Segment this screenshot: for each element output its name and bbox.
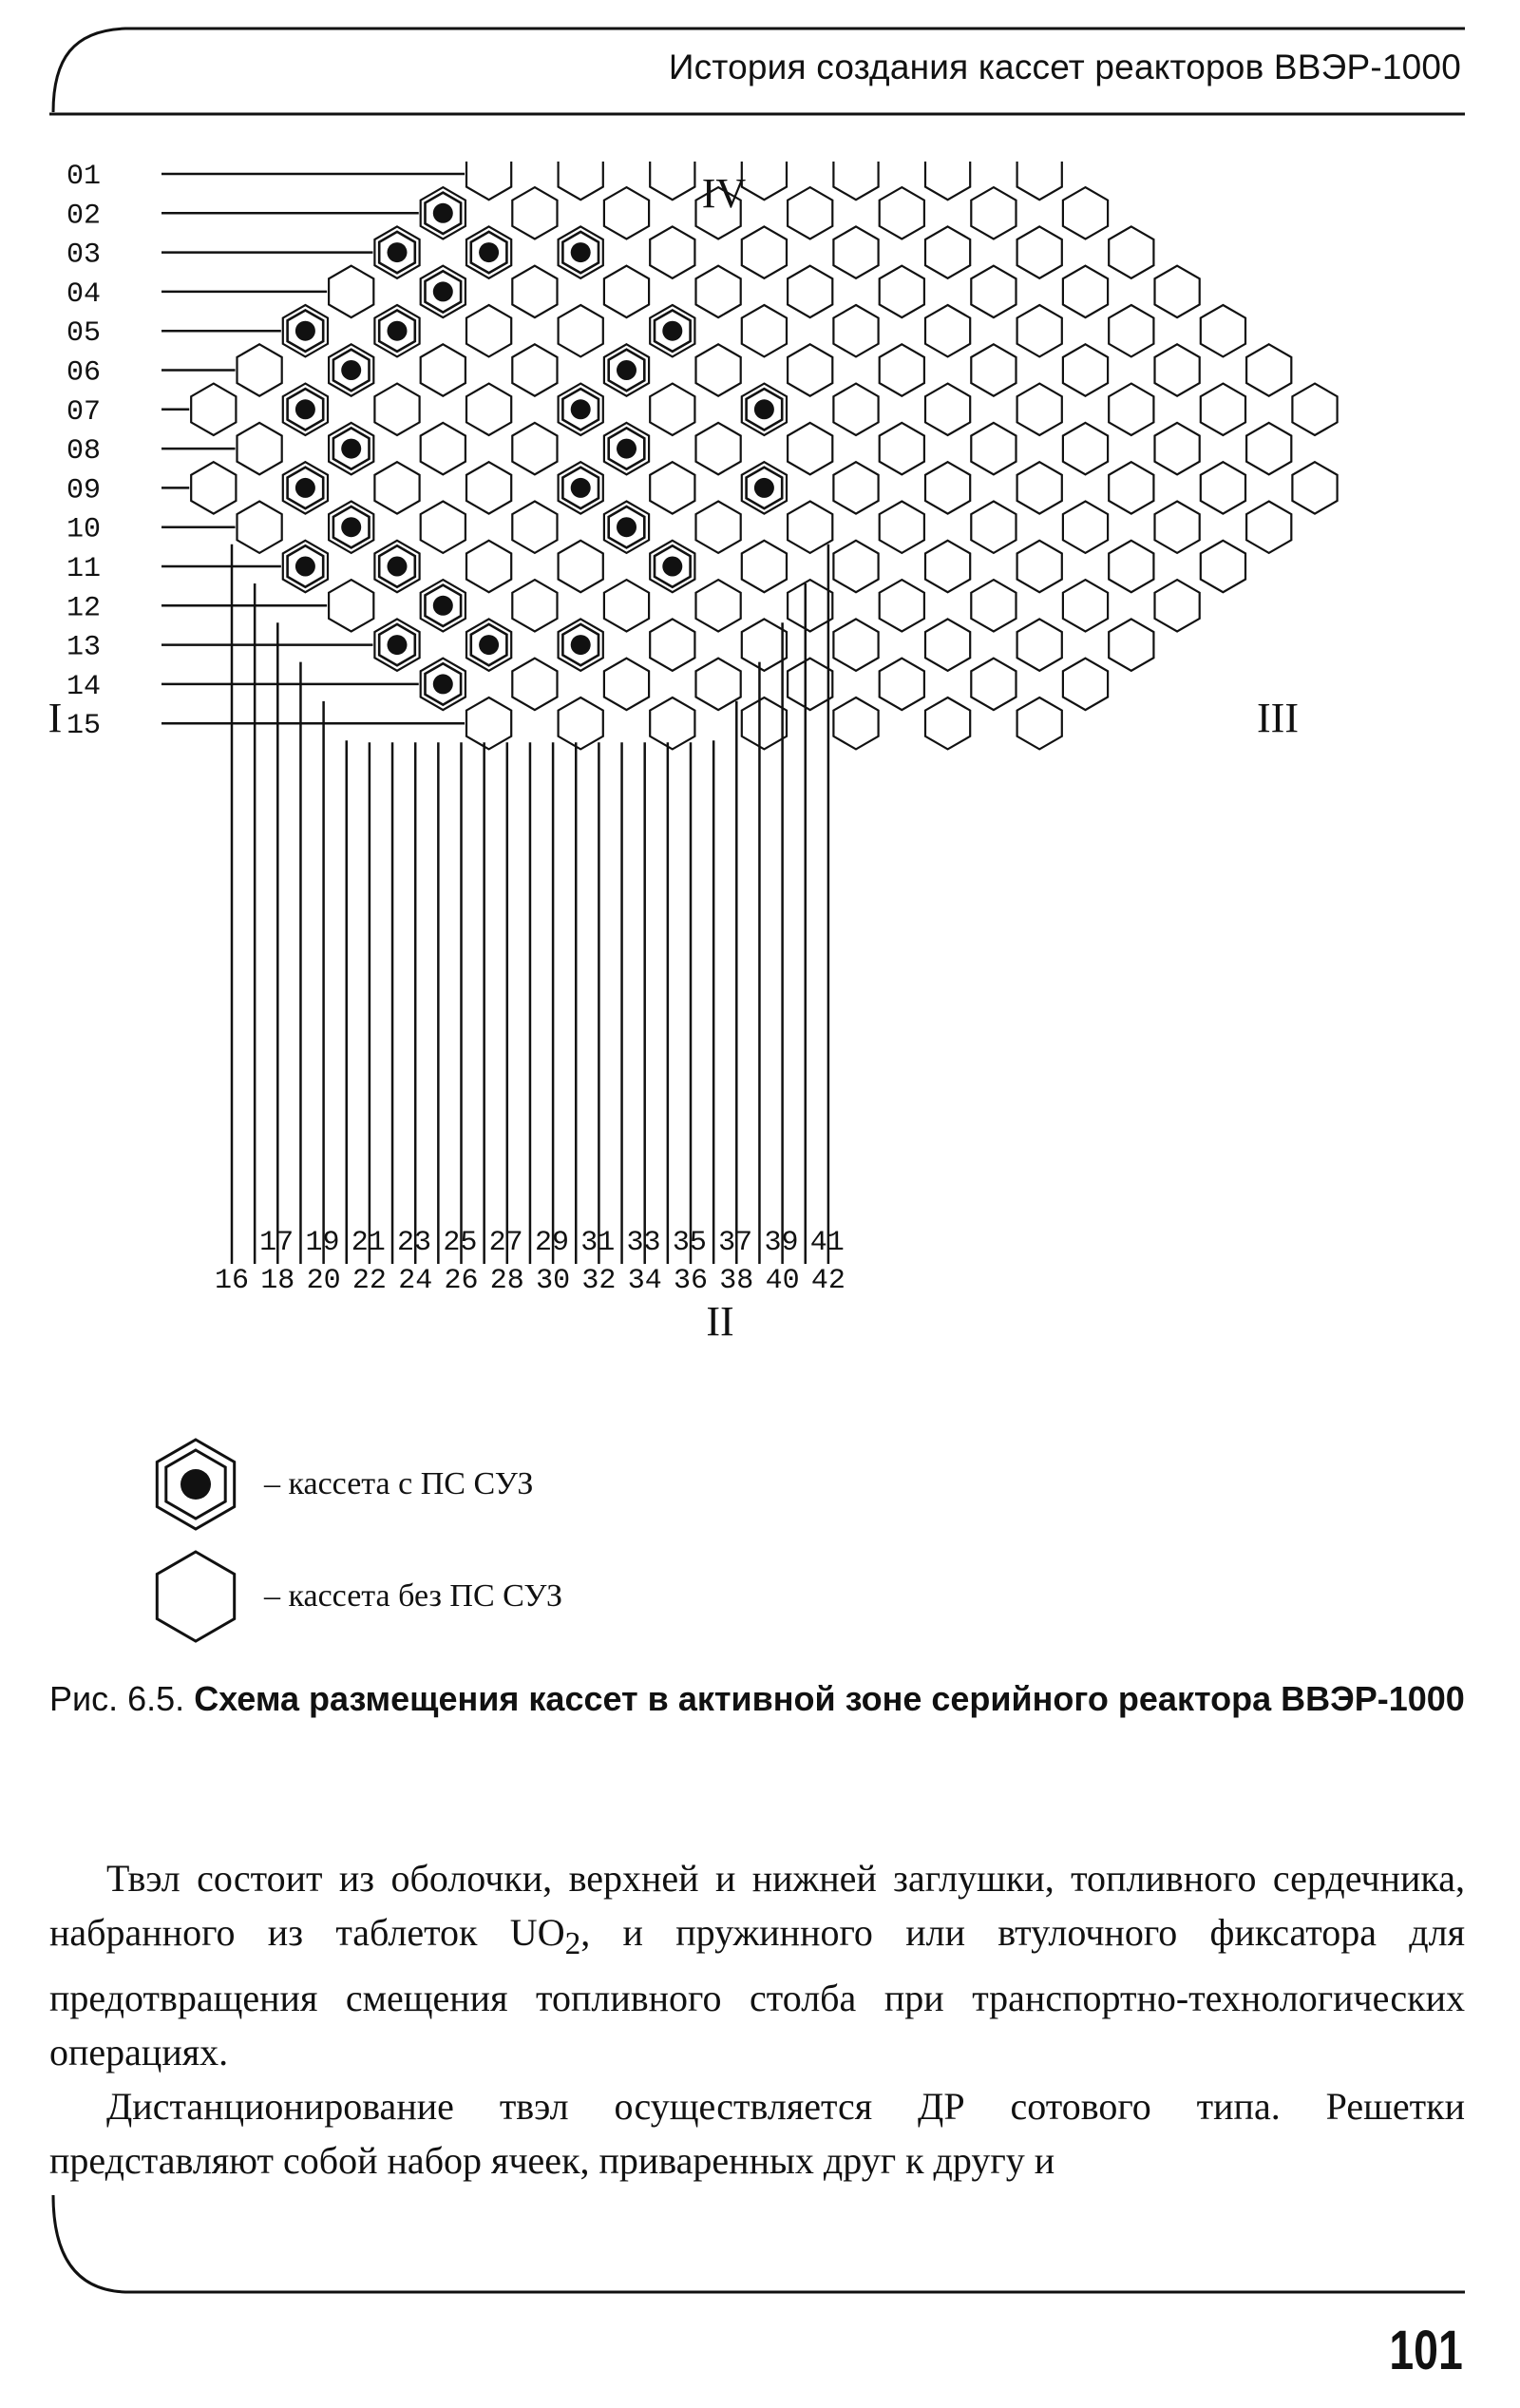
- hex-with-dot-icon: [152, 1437, 239, 1532]
- fuel-assembly-cell: [1201, 384, 1245, 435]
- footer-rule: [49, 2195, 1465, 2300]
- fuel-assembly-cell: [329, 266, 373, 317]
- fuel-assembly-cell: [1201, 541, 1245, 592]
- control-assembly-cell: [559, 384, 603, 435]
- fuel-assembly-cell: [696, 423, 741, 474]
- fuel-assembly-cell: [421, 502, 466, 553]
- fuel-assembly-cell: [833, 384, 878, 435]
- control-assembly-cell: [421, 659, 466, 710]
- fuel-assembly-cell: [1292, 384, 1337, 435]
- control-assembly-cell: [742, 384, 787, 435]
- fuel-assembly-cell: [1246, 502, 1291, 553]
- control-assembly-cell: [559, 619, 603, 670]
- fuel-assembly-cell: [833, 226, 878, 277]
- fuel-assembly-cell: [1201, 462, 1245, 513]
- fuel-assembly-cell: [880, 659, 924, 710]
- fuel-assembly-cell: [971, 502, 1016, 553]
- fuel-assembly-cell: [880, 502, 924, 553]
- running-header: История создания кассет реакторов ВВЭР-1000: [668, 48, 1461, 86]
- fuel-assembly-cell: [880, 580, 924, 631]
- fuel-assembly-cell: [512, 423, 557, 474]
- control-assembly-cell: [374, 305, 419, 356]
- control-assembly-cell: [329, 423, 373, 474]
- control-assembly-cell: [374, 541, 419, 592]
- fuel-assembly-cell: [880, 423, 924, 474]
- column-label: 24: [398, 1265, 433, 1297]
- fuel-assembly-cell: [971, 580, 1016, 631]
- control-assembly-cell: [466, 619, 511, 670]
- fuel-assembly-cell: [512, 187, 557, 239]
- fuel-assembly-cell: [1017, 462, 1062, 513]
- sector-label-left: I: [48, 695, 63, 741]
- fuel-assembly-cell: [1109, 619, 1153, 670]
- fuel-assembly-cell: [742, 162, 787, 200]
- fuel-assembly-cell: [833, 305, 878, 356]
- fuel-assembly-cell: [512, 344, 557, 395]
- fuel-assembly-cell: [788, 266, 832, 317]
- column-label: 19: [305, 1227, 340, 1259]
- control-assembly-cell: [604, 423, 649, 474]
- fuel-assembly-cell: [512, 502, 557, 553]
- control-assembly-cell: [650, 305, 694, 356]
- fuel-assembly-cell: [788, 659, 832, 710]
- fuel-assembly-cell: [512, 580, 557, 631]
- column-label: 36: [673, 1265, 709, 1297]
- column-label: 30: [536, 1265, 571, 1297]
- fuel-assembly-cell: [833, 462, 878, 513]
- column-label: 21: [351, 1227, 386, 1259]
- column-label: 26: [444, 1265, 479, 1297]
- column-label: 16: [214, 1265, 250, 1297]
- fuel-assembly-cell: [880, 266, 924, 317]
- fuel-assembly-cell: [1246, 423, 1291, 474]
- row-label: 07: [66, 395, 102, 429]
- caption-label: Рис. 6.5.: [49, 1679, 185, 1718]
- fuel-assembly-cell: [559, 162, 603, 200]
- row-label: 13: [66, 631, 102, 664]
- fuel-assembly-cell: [1063, 580, 1108, 631]
- fuel-assembly-cell: [466, 162, 511, 200]
- fuel-assembly-cell: [833, 698, 878, 749]
- control-assembly-cell: [421, 580, 466, 631]
- row-label: 09: [66, 474, 102, 507]
- paragraph: Дистанционирование твэл осуществляется ДР сотового типа. Решетки представляют собой набор ячеек, приваренных друг к другу и: [49, 2085, 1465, 2182]
- fuel-assembly-cell: [696, 502, 741, 553]
- control-assembly-cell: [283, 305, 328, 356]
- fuel-assembly-cell: [466, 384, 511, 435]
- row-label: 12: [66, 592, 102, 625]
- control-assembly-cell: [374, 226, 419, 277]
- control-assembly-cell: [604, 344, 649, 395]
- legend-item-control: [152, 1437, 533, 1532]
- fuel-assembly-cell: [238, 502, 282, 553]
- column-label: 42: [810, 1265, 846, 1297]
- fuel-assembly-cell: [925, 462, 970, 513]
- row-label: 02: [66, 200, 102, 233]
- fuel-assembly-cell: [971, 423, 1016, 474]
- fuel-assembly-cell: [1109, 305, 1153, 356]
- fuel-assembly-cell: [421, 423, 466, 474]
- control-assembly-cell: [329, 344, 373, 395]
- row-label: 01: [66, 162, 102, 193]
- fuel-assembly-cell: [925, 384, 970, 435]
- fuel-assembly-cell: [650, 162, 694, 200]
- fuel-assembly-cell: [512, 266, 557, 317]
- fuel-assembly-cell: [742, 305, 787, 356]
- column-label: 17: [259, 1227, 294, 1259]
- fuel-assembly-cell: [1063, 423, 1108, 474]
- control-assembly-cell: [374, 619, 419, 670]
- control-assembly-cell: [421, 266, 466, 317]
- fuel-assembly-cell: [191, 462, 236, 513]
- fuel-assembly-cell: [788, 423, 832, 474]
- column-label: 18: [260, 1265, 295, 1297]
- control-assembly-cell: [650, 541, 694, 592]
- fuel-assembly-cell: [1017, 698, 1062, 749]
- fuel-assembly-cell: [925, 305, 970, 356]
- control-assembly-cell: [559, 462, 603, 513]
- fuel-assembly-cell: [1063, 502, 1108, 553]
- column-label: 41: [809, 1227, 845, 1259]
- fuel-assembly-cell: [925, 541, 970, 592]
- page-number: 101: [1389, 2320, 1463, 2381]
- row-label: 06: [66, 356, 102, 390]
- fuel-assembly-cell: [1109, 541, 1153, 592]
- fuel-assembly-cell: [1063, 187, 1108, 239]
- fuel-assembly-cell: [466, 541, 511, 592]
- fuel-assembly-cell: [1109, 462, 1153, 513]
- fuel-assembly-cell: [1155, 423, 1200, 474]
- control-assembly-cell: [421, 187, 466, 239]
- column-label: 37: [718, 1227, 753, 1259]
- fuel-assembly-cell: [421, 344, 466, 395]
- fuel-assembly-cell: [833, 541, 878, 592]
- column-label: 32: [581, 1265, 617, 1297]
- fuel-assembly-cell: [1201, 305, 1245, 356]
- fuel-assembly-cell: [788, 580, 832, 631]
- fuel-assembly-cell: [696, 344, 741, 395]
- fuel-assembly-cell: [1017, 305, 1062, 356]
- column-label: 28: [489, 1265, 524, 1297]
- fuel-assembly-cell: [1017, 384, 1062, 435]
- sector-label-top: IV: [701, 170, 747, 217]
- fuel-assembly-cell: [742, 541, 787, 592]
- assembly-grid: [191, 162, 1337, 749]
- fuel-assembly-cell: [1017, 226, 1062, 277]
- row-label: 04: [66, 277, 102, 311]
- figure-caption: [49, 1677, 1465, 1721]
- fuel-assembly-cell: [374, 462, 419, 513]
- legend-text-plain: – кассета без ПС СУЗ: [264, 1578, 563, 1614]
- sector-label-right: III: [1257, 695, 1299, 741]
- fuel-assembly-cell: [650, 462, 694, 513]
- control-assembly-cell: [283, 541, 328, 592]
- fuel-assembly-cell: [971, 187, 1016, 239]
- fuel-assembly-cell: [329, 580, 373, 631]
- fuel-assembly-cell: [604, 659, 649, 710]
- fuel-assembly-cell: [650, 384, 694, 435]
- fuel-assembly-cell: [466, 462, 511, 513]
- paragraph: Твэл состоит из оболочки, верхней и нижней заглушки, топливного сердечника, набранного из таблеток $UO_2$, и пружинного или втулочного фиксатора для предотвращения смещения топливного столба при транспортно-технологических операциях.: [49, 1857, 1465, 2074]
- fuel-assembly-cell: [374, 384, 419, 435]
- fuel-assembly-cell: [1017, 541, 1062, 592]
- fuel-assembly-cell: [1063, 344, 1108, 395]
- fuel-assembly-cell: [559, 698, 603, 749]
- fuel-assembly-cell: [466, 698, 511, 749]
- fuel-assembly-cell: [650, 698, 694, 749]
- fuel-assembly-cell: [1109, 226, 1153, 277]
- fuel-assembly-cell: [1063, 266, 1108, 317]
- fuel-assembly-cell: [788, 344, 832, 395]
- fuel-assembly-cell: [650, 619, 694, 670]
- fuel-assembly-cell: [788, 187, 832, 239]
- hex-icon: [152, 1549, 239, 1644]
- legend-text-control: – кассета с ПС СУЗ: [264, 1466, 534, 1501]
- row-label: 10: [66, 513, 102, 546]
- fuel-assembly-cell: [191, 384, 236, 435]
- row-label: 08: [66, 435, 102, 468]
- column-label: 33: [626, 1227, 661, 1259]
- fuel-assembly-cell: [604, 187, 649, 239]
- row-label: 15: [66, 710, 102, 743]
- legend-item-plain: [152, 1549, 562, 1644]
- fuel-assembly-cell: [742, 619, 787, 670]
- fuel-assembly-cell: [512, 659, 557, 710]
- fuel-assembly-cell: [1017, 619, 1062, 670]
- row-label: 03: [66, 239, 102, 272]
- fuel-assembly-cell: [880, 344, 924, 395]
- column-label: 39: [764, 1227, 799, 1259]
- fuel-assembly-cell: [696, 266, 741, 317]
- fuel-assembly-cell: [833, 619, 878, 670]
- fuel-assembly-cell: [604, 580, 649, 631]
- fuel-assembly-cell: [559, 541, 603, 592]
- fuel-assembly-cell: [971, 659, 1016, 710]
- column-label: 27: [488, 1227, 523, 1259]
- fuel-assembly-cell: [1292, 462, 1337, 513]
- row-label: 11: [66, 553, 102, 585]
- body-text: [49, 1851, 1465, 2188]
- column-label: 40: [765, 1265, 800, 1297]
- fuel-assembly-cell: [1109, 384, 1153, 435]
- fuel-assembly-cell: [1155, 344, 1200, 395]
- column-label: 23: [397, 1227, 432, 1259]
- fuel-assembly-cell: [925, 698, 970, 749]
- fuel-assembly-cell: [1246, 344, 1291, 395]
- caption-title: Схема размещения кассет в активной зоне серийного реактора ВВЭР-1000: [194, 1679, 1465, 1718]
- fuel-assembly-cell: [1155, 580, 1200, 631]
- control-assembly-cell: [604, 502, 649, 553]
- fuel-assembly-cell: [1063, 659, 1108, 710]
- fuel-assembly-cell: [880, 187, 924, 239]
- column-label: 22: [352, 1265, 387, 1297]
- fuel-assembly-cell: [788, 502, 832, 553]
- fuel-assembly-cell: [238, 423, 282, 474]
- core-map-figure: [0, 162, 1520, 1359]
- fuel-assembly-cell: [696, 580, 741, 631]
- fuel-assembly-cell: [971, 266, 1016, 317]
- column-label: 35: [672, 1227, 707, 1259]
- column-label: 25: [443, 1227, 478, 1259]
- fuel-assembly-cell: [650, 226, 694, 277]
- control-assembly-cell: [283, 462, 328, 513]
- fuel-assembly-cell: [604, 266, 649, 317]
- fuel-assembly-cell: [1017, 162, 1062, 200]
- control-assembly-cell: [466, 226, 511, 277]
- fuel-assembly-cell: [559, 305, 603, 356]
- column-label: 29: [534, 1227, 569, 1259]
- fuel-assembly-cell: [1155, 502, 1200, 553]
- fuel-assembly-cell: [971, 344, 1016, 395]
- fuel-assembly-cell: [742, 698, 787, 749]
- column-label: 34: [627, 1265, 662, 1297]
- control-assembly-cell: [742, 462, 787, 513]
- column-label: 31: [580, 1227, 616, 1259]
- fuel-assembly-cell: [466, 305, 511, 356]
- control-assembly-cell: [283, 384, 328, 435]
- fuel-assembly-cell: [1155, 266, 1200, 317]
- fuel-assembly-cell: [696, 659, 741, 710]
- row-label: 14: [66, 670, 102, 703]
- row-label: 05: [66, 317, 102, 351]
- column-label: 20: [306, 1265, 341, 1297]
- control-assembly-cell: [329, 502, 373, 553]
- fuel-assembly-cell: [238, 344, 282, 395]
- fuel-assembly-cell: [833, 162, 878, 200]
- fuel-assembly-cell: [925, 619, 970, 670]
- fuel-assembly-cell: [925, 226, 970, 277]
- fuel-assembly-cell: [742, 226, 787, 277]
- sector-label-bottom: II: [706, 1298, 734, 1345]
- control-assembly-cell: [559, 226, 603, 277]
- column-label: 38: [719, 1265, 754, 1297]
- fuel-assembly-cell: [925, 162, 970, 200]
